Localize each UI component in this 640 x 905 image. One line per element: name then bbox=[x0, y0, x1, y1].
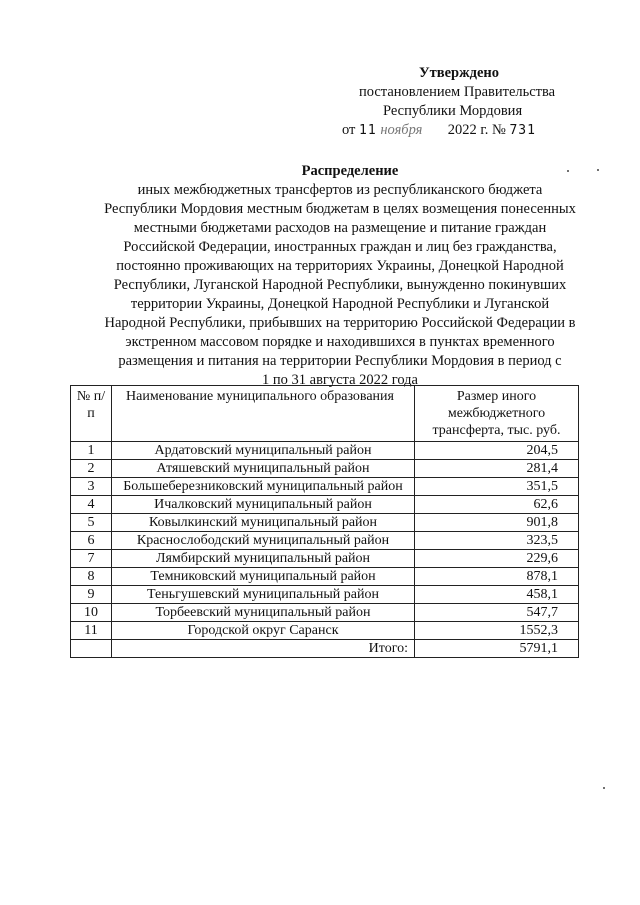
scan-speck bbox=[603, 787, 605, 789]
scan-speck bbox=[597, 169, 599, 171]
approval-block bbox=[330, 64, 630, 140]
row-number: 2 bbox=[71, 460, 112, 478]
total-empty-cell bbox=[71, 640, 112, 658]
row-number: 10 bbox=[71, 604, 112, 622]
row-amount: 351,5 bbox=[415, 478, 579, 496]
row-name: Ковылкинский муниципальный район bbox=[112, 514, 415, 532]
header-amount: Размер иного межбюджетного трансферта, тыс. руб. bbox=[415, 386, 579, 442]
date-prefix: от bbox=[342, 122, 356, 138]
heading-line: иных межбюджетных трансфертов из республиканского бюджета bbox=[137, 182, 543, 198]
handwritten-month: ноября bbox=[380, 122, 423, 138]
row-number: 9 bbox=[71, 586, 112, 604]
table-row bbox=[71, 604, 579, 622]
document-heading bbox=[60, 162, 620, 390]
row-number: 4 bbox=[71, 496, 112, 514]
row-amount: 458,1 bbox=[415, 586, 579, 604]
table-row bbox=[71, 460, 579, 478]
heading-line: Республики, Луганской Народной Республики, вынужденно покинувших bbox=[113, 277, 567, 293]
row-amount: 1552,3 bbox=[415, 622, 579, 640]
row-amount: 878,1 bbox=[415, 568, 579, 586]
row-name: Атяшевский муниципальный район bbox=[112, 460, 415, 478]
distribution-table bbox=[70, 385, 579, 658]
year-label: 2022 г. № bbox=[447, 122, 506, 138]
row-name: Ардатовский муниципальный район bbox=[112, 442, 415, 460]
row-number: 6 bbox=[71, 532, 112, 550]
row-amount: 281,4 bbox=[415, 460, 579, 478]
heading-title: Распределение bbox=[301, 163, 399, 179]
approval-title: Утверждено bbox=[419, 65, 499, 81]
approval-date-line bbox=[342, 121, 630, 140]
row-amount: 62,6 bbox=[415, 496, 579, 514]
row-name: Городской округ Саранск bbox=[112, 622, 415, 640]
handwritten-number: 731 bbox=[509, 123, 536, 138]
heading-line: 1 по 31 августа 2022 года bbox=[262, 372, 418, 388]
approval-line-1: постановлением Правительства bbox=[359, 84, 556, 100]
approval-line-2: Республики Мордовия bbox=[383, 103, 523, 119]
table-row bbox=[71, 478, 579, 496]
row-number: 8 bbox=[71, 568, 112, 586]
row-amount: 901,8 bbox=[415, 514, 579, 532]
row-name: Краснослободский муниципальный район bbox=[112, 532, 415, 550]
heading-line: местными бюджетами расходов на размещение и питание граждан bbox=[133, 220, 547, 236]
row-name: Торбеевский муниципальный район bbox=[112, 604, 415, 622]
heading-line: размещения и питания на территории Республики Мордовия в период с bbox=[118, 353, 562, 369]
header-number: № п/п bbox=[71, 386, 112, 442]
row-amount: 547,7 bbox=[415, 604, 579, 622]
row-amount: 323,5 bbox=[415, 532, 579, 550]
heading-line: Народной Республики, прибывших на территорию Российской Федерации в bbox=[104, 315, 576, 331]
heading-line: экстренном массовом порядке и находившихся в пунктах временного bbox=[125, 334, 555, 350]
row-number: 11 bbox=[71, 622, 112, 640]
row-name: Темниковский муниципальный район bbox=[112, 568, 415, 586]
total-row bbox=[71, 640, 579, 658]
row-amount: 204,5 bbox=[415, 442, 579, 460]
row-number: 1 bbox=[71, 442, 112, 460]
row-name: Ичалковский муниципальный район bbox=[112, 496, 415, 514]
heading-line: территории Украины, Донецкой Народной Республики и Луганской bbox=[130, 296, 550, 312]
table-row bbox=[71, 622, 579, 640]
row-number: 7 bbox=[71, 550, 112, 568]
table-row bbox=[71, 568, 579, 586]
table-row bbox=[71, 586, 579, 604]
table-row bbox=[71, 532, 579, 550]
table-row bbox=[71, 514, 579, 532]
heading-line: Российской Федерации, иностранных граждан и лиц без гражданства, bbox=[123, 239, 557, 255]
handwritten-day: 11 bbox=[359, 123, 377, 138]
heading-line: постоянно проживающих на территориях Украины, Донецкой Народной bbox=[116, 258, 564, 274]
row-number: 5 bbox=[71, 514, 112, 532]
total-label: Итого: bbox=[112, 640, 415, 658]
header-name: Наименование муниципального образования bbox=[112, 386, 415, 442]
table-row bbox=[71, 550, 579, 568]
row-name: Большеберезниковский муниципальный район bbox=[112, 478, 415, 496]
table-row bbox=[71, 442, 579, 460]
scan-speck bbox=[567, 170, 569, 172]
total-value: 5791,1 bbox=[415, 640, 579, 658]
table-header-row bbox=[71, 386, 579, 442]
row-name: Теньгушевский муниципальный район bbox=[112, 586, 415, 604]
heading-line: Республики Мордовия местным бюджетам в целях возмещения понесенных bbox=[104, 201, 576, 217]
table-row bbox=[71, 496, 579, 514]
row-name: Лямбирский муниципальный район bbox=[112, 550, 415, 568]
row-number: 3 bbox=[71, 478, 112, 496]
row-amount: 229,6 bbox=[415, 550, 579, 568]
heading-body bbox=[60, 181, 620, 390]
